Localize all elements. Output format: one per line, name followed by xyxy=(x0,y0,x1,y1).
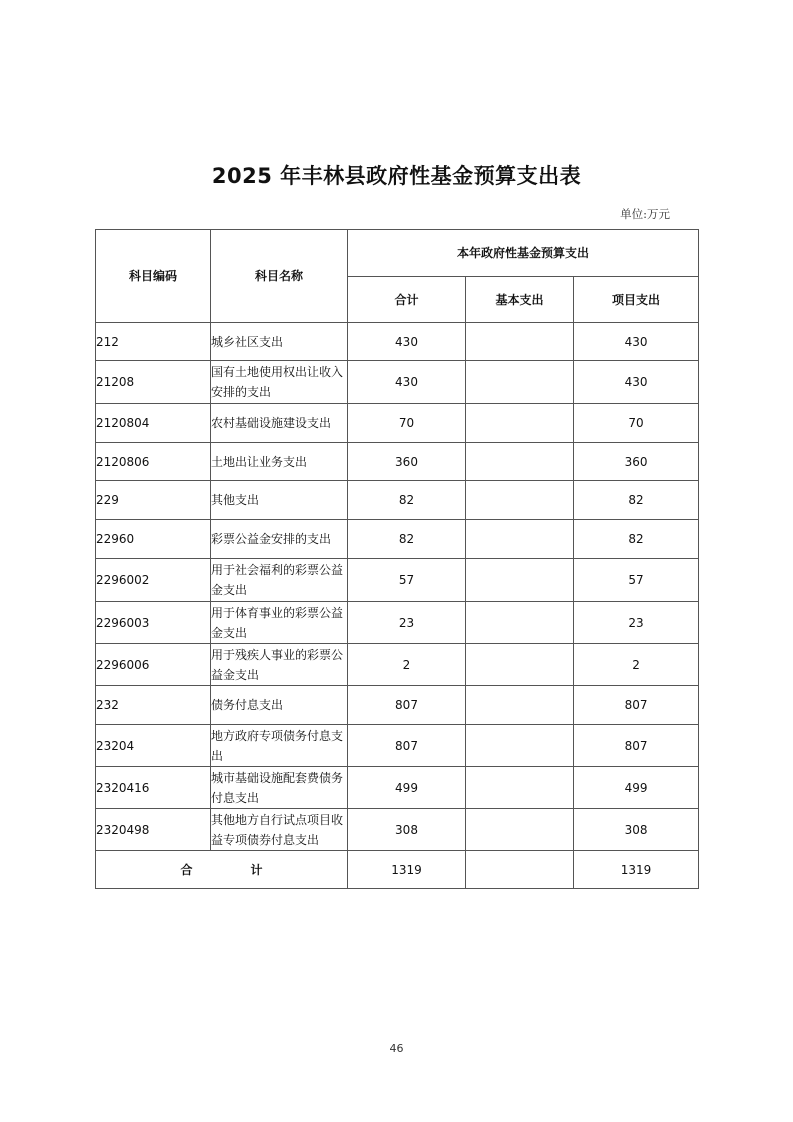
row-project: 430 xyxy=(574,323,699,361)
table-row xyxy=(96,725,699,767)
row-total: 499 xyxy=(348,767,466,809)
table-row xyxy=(96,323,699,361)
row-code: 2296002 xyxy=(96,559,211,602)
total-basic xyxy=(466,851,574,889)
header-name: 科目名称 xyxy=(211,230,348,323)
budget-table xyxy=(95,229,699,889)
row-code: 2120806 xyxy=(96,443,211,481)
row-total: 2 xyxy=(348,644,466,686)
page-title: 2025 年丰林县政府性基金预算支出表 xyxy=(211,164,582,188)
row-name: 国有土地使用权出让收入安排的支出 xyxy=(211,361,348,404)
total-label xyxy=(96,851,348,889)
row-project: 807 xyxy=(574,725,699,767)
row-basic xyxy=(466,809,574,851)
table-row xyxy=(96,520,699,559)
total-total: 1319 xyxy=(348,851,466,889)
row-code: 229 xyxy=(96,481,211,520)
row-basic xyxy=(466,520,574,559)
row-name: 农村基础设施建设支出 xyxy=(211,404,348,443)
table-row xyxy=(96,559,699,602)
header-code: 科目编码 xyxy=(96,230,211,323)
row-project: 807 xyxy=(574,686,699,725)
row-basic xyxy=(466,443,574,481)
table-row xyxy=(96,644,699,686)
row-project: 70 xyxy=(574,404,699,443)
row-name: 债务付息支出 xyxy=(211,686,348,725)
row-project: 82 xyxy=(574,520,699,559)
row-basic xyxy=(466,686,574,725)
row-total: 57 xyxy=(348,559,466,602)
row-project: 23 xyxy=(574,602,699,644)
header-total: 合计 xyxy=(348,277,466,323)
row-code: 21208 xyxy=(96,361,211,404)
row-basic xyxy=(466,481,574,520)
row-project: 308 xyxy=(574,809,699,851)
row-name: 彩票公益金安排的支出 xyxy=(211,520,348,559)
header-group: 本年政府性基金预算支出 xyxy=(348,230,699,277)
header-project: 项目支出 xyxy=(574,277,699,323)
row-project: 430 xyxy=(574,361,699,404)
table-row xyxy=(96,443,699,481)
row-project: 499 xyxy=(574,767,699,809)
row-basic xyxy=(466,602,574,644)
total-label-left: 合 xyxy=(180,862,193,877)
row-code: 232 xyxy=(96,686,211,725)
page-number: 46 xyxy=(389,1042,404,1055)
row-project: 360 xyxy=(574,443,699,481)
row-name: 城市基础设施配套费债务付息支出 xyxy=(211,767,348,809)
row-project: 82 xyxy=(574,481,699,520)
row-code: 2320498 xyxy=(96,809,211,851)
row-name: 土地出让业务支出 xyxy=(211,443,348,481)
header-basic: 基本支出 xyxy=(466,277,574,323)
total-row xyxy=(96,851,699,889)
row-total: 308 xyxy=(348,809,466,851)
table-row xyxy=(96,686,699,725)
row-basic xyxy=(466,767,574,809)
row-code: 2296006 xyxy=(96,644,211,686)
row-code: 22960 xyxy=(96,520,211,559)
row-name: 地方政府专项债务付息支出 xyxy=(211,725,348,767)
row-total: 82 xyxy=(348,481,466,520)
row-total: 70 xyxy=(348,404,466,443)
row-basic xyxy=(466,559,574,602)
total-label-right: 计 xyxy=(250,862,263,877)
row-total: 430 xyxy=(348,361,466,404)
total-project: 1319 xyxy=(574,851,699,889)
row-code: 23204 xyxy=(96,725,211,767)
row-basic xyxy=(466,404,574,443)
row-total: 807 xyxy=(348,686,466,725)
row-basic xyxy=(466,644,574,686)
table-row xyxy=(96,809,699,851)
row-name: 城乡社区支出 xyxy=(211,323,348,361)
row-name: 用于体育事业的彩票公益金支出 xyxy=(211,602,348,644)
table-row xyxy=(96,404,699,443)
row-total: 360 xyxy=(348,443,466,481)
row-basic xyxy=(466,361,574,404)
row-name: 其他支出 xyxy=(211,481,348,520)
unit-label: 单位:万元 xyxy=(620,207,670,221)
row-total: 430 xyxy=(348,323,466,361)
row-name: 用于残疾人事业的彩票公益金支出 xyxy=(211,644,348,686)
row-code: 2296003 xyxy=(96,602,211,644)
row-total: 82 xyxy=(348,520,466,559)
table-row xyxy=(96,361,699,404)
table-row xyxy=(96,602,699,644)
row-total: 23 xyxy=(348,602,466,644)
row-code: 2320416 xyxy=(96,767,211,809)
row-name: 用于社会福利的彩票公益金支出 xyxy=(211,559,348,602)
table-row xyxy=(96,481,699,520)
row-code: 212 xyxy=(96,323,211,361)
row-project: 2 xyxy=(574,644,699,686)
table-row xyxy=(96,767,699,809)
row-basic xyxy=(466,725,574,767)
row-project: 57 xyxy=(574,559,699,602)
row-code: 2120804 xyxy=(96,404,211,443)
row-total: 807 xyxy=(348,725,466,767)
row-basic xyxy=(466,323,574,361)
row-name: 其他地方自行试点项目收益专项债券付息支出 xyxy=(211,809,348,851)
